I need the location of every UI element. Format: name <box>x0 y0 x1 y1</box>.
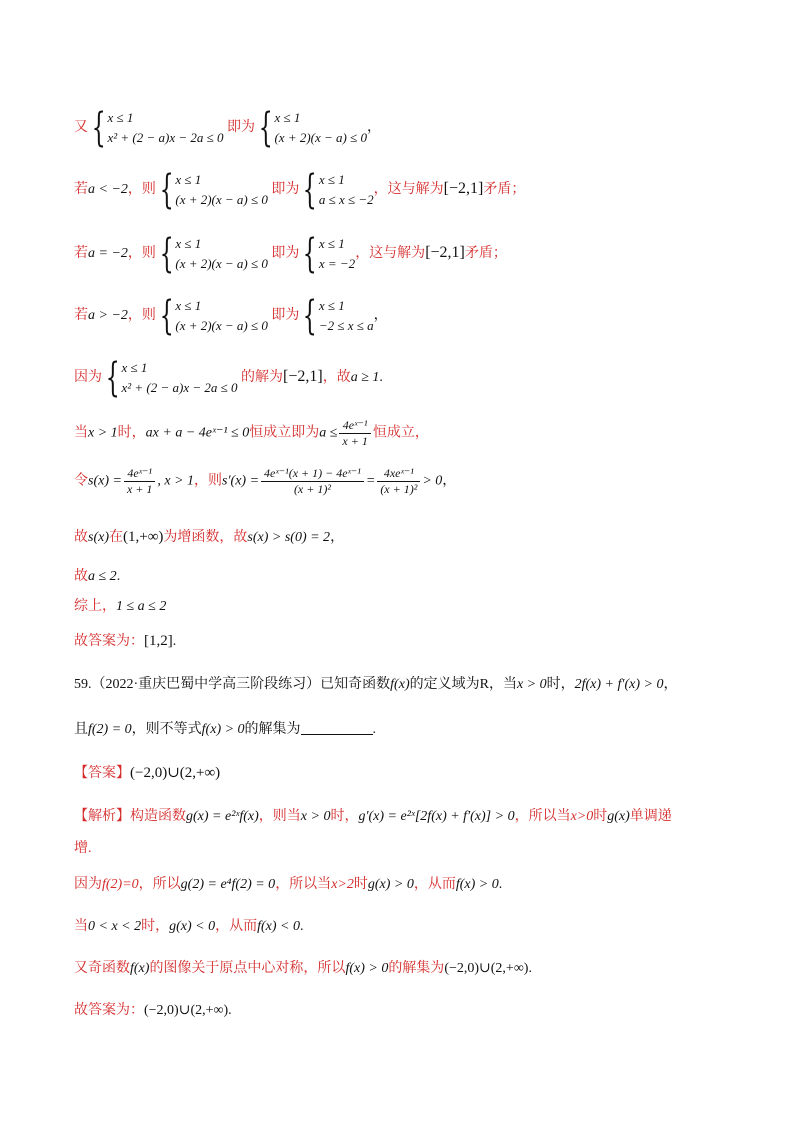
text: 增. <box>74 841 92 856</box>
numerator: 4eˣ⁻¹(x + 1) − 4eˣ⁻¹ <box>261 466 364 482</box>
text: ， <box>442 473 457 489</box>
system-row: x ≤ 1 <box>274 110 301 125</box>
math: f(x) <box>390 677 410 692</box>
text: 因为 <box>74 370 102 386</box>
math: [−2,1] <box>443 180 484 198</box>
text: 故 <box>74 530 88 545</box>
text: ，所以当 <box>514 809 571 824</box>
text: 因为 <box>74 877 102 892</box>
fraction <box>261 466 364 497</box>
brace: { <box>258 105 273 151</box>
math: R <box>479 677 489 692</box>
math: a > −2 <box>88 308 128 324</box>
problem-59-line-1 <box>74 676 677 694</box>
text: . <box>228 1003 232 1018</box>
text: ，则当 <box>258 809 301 824</box>
system-row: (x + 2)(x − a) ≤ 0 <box>175 256 268 271</box>
text: 恒成立即为 <box>249 425 320 441</box>
math: 1 ≤ a ≤ 2 <box>116 599 167 614</box>
math: a ≤ 2 <box>88 569 117 584</box>
text: 即为 <box>271 308 300 324</box>
system-row: x ≤ 1 <box>318 298 345 313</box>
analysis-label: 【解析】 <box>74 809 130 824</box>
problem-text: ，则不等式 <box>131 722 202 737</box>
text: 构造函数 <box>130 809 186 824</box>
math: x>0 <box>570 809 594 824</box>
math: x>2 <box>331 877 354 892</box>
text: 即为 <box>271 182 300 198</box>
solution-line-4 <box>74 293 388 339</box>
math: f(x) > 0 <box>455 877 499 892</box>
analysis-line-2 <box>74 876 502 894</box>
text: 综上， <box>74 599 116 614</box>
brace: { <box>303 231 318 277</box>
system-row: x ≤ 1 <box>175 236 202 251</box>
answer-label: 【答案】 <box>74 766 130 781</box>
math: f(x) < 0 <box>257 919 300 934</box>
brace: { <box>159 167 174 213</box>
system-row: (x + 2)(x − a) ≤ 0 <box>175 318 268 333</box>
text: 若 <box>74 246 88 262</box>
denominator: (x + 1)² <box>380 482 418 496</box>
text: ， <box>330 530 345 545</box>
text: . <box>116 569 121 584</box>
text: 故答案为： <box>74 1003 144 1018</box>
fraction <box>124 466 155 497</box>
analysis-line-1b <box>74 840 92 858</box>
inequality-system <box>319 296 374 336</box>
text: ，则 <box>194 473 223 489</box>
problem-text: ，当 <box>488 677 517 692</box>
problem-text: 的定义域为 <box>409 677 480 692</box>
text: . <box>172 634 177 649</box>
text: 的解集为 <box>388 961 445 976</box>
text: 又 <box>74 120 88 136</box>
system-row: (x + 2)(x − a) ≤ 0 <box>175 192 268 207</box>
analysis-line-1 <box>74 808 672 826</box>
math: [1,2] <box>144 633 173 649</box>
analysis-line-4 <box>74 960 532 978</box>
text: ， <box>367 120 382 136</box>
math: , x > 1 <box>157 473 195 489</box>
denominator: (x + 1)² <box>293 482 331 496</box>
solution-line-8 <box>74 528 344 547</box>
text: ，从而 <box>215 919 258 934</box>
math: ax + a − 4eˣ⁻¹ ≤ 0 <box>145 425 250 441</box>
text: 时， <box>117 425 146 441</box>
math: s(x) = <box>88 473 122 489</box>
math: (1,+∞) <box>123 529 164 545</box>
brace: { <box>303 167 318 213</box>
text: 当 <box>74 919 88 934</box>
brace: { <box>303 293 318 339</box>
text: 在 <box>109 530 123 545</box>
text: 故 <box>74 569 88 584</box>
math: f(2)=0 <box>102 877 139 892</box>
fraction <box>377 466 420 497</box>
system-row: −2 ≤ x ≤ a <box>318 318 374 333</box>
fraction <box>339 418 370 449</box>
numerator: 4xeˣ⁻¹ <box>377 466 420 482</box>
answer-blank <box>301 720 373 735</box>
solution-line-3 <box>74 231 507 277</box>
math: > 0 <box>422 473 443 489</box>
math: x > 0 <box>300 809 331 824</box>
inequality-system <box>175 296 268 336</box>
text: . <box>528 961 532 976</box>
text: ，所以当 <box>275 877 332 892</box>
math: (−2,0)∪(2,+∞) <box>444 961 529 976</box>
text: 的解为 <box>241 370 284 386</box>
text: . <box>299 919 304 934</box>
math: [−2,1] <box>283 368 323 386</box>
text: ，所以 <box>138 877 181 892</box>
math: g(x) = e²ˣf(x) <box>186 809 259 824</box>
text: . <box>379 370 383 386</box>
problem-text: 且 <box>74 722 88 737</box>
system-row: x ≤ 1 <box>318 172 345 187</box>
math: s′(x) = <box>222 473 260 489</box>
solution-line-10 <box>74 598 166 616</box>
system-row: x ≤ 1 <box>107 110 134 125</box>
text: . <box>498 877 503 892</box>
problem-text: 时， <box>546 677 575 692</box>
text: 时 <box>353 877 368 892</box>
solution-line-5 <box>74 355 383 401</box>
system-row: (x + 2)(x − a) ≤ 0 <box>274 130 368 145</box>
problem-text: ， <box>663 677 678 692</box>
solution-line-6 <box>74 418 429 449</box>
text: ，故 <box>322 370 351 386</box>
math: a ≤ <box>319 425 338 441</box>
text: 时， <box>141 919 170 934</box>
text: 的图像关于原点中心对称，所以 <box>149 961 346 976</box>
text: 单调递 <box>629 809 672 824</box>
text: ，这与解为 <box>355 246 426 262</box>
brace: { <box>159 293 174 339</box>
math: f(x) > 0 <box>345 961 389 976</box>
problem-59-line-2 <box>74 720 376 739</box>
text: 矛盾； <box>464 246 507 262</box>
text: ， <box>373 308 388 324</box>
denominator: x + 1 <box>342 434 368 448</box>
problem-text: . <box>372 722 377 737</box>
math: [−2,1] <box>425 244 465 262</box>
text: ，则 <box>127 308 156 324</box>
math: (−2,0)∪(2,+∞) <box>144 1003 229 1018</box>
text: 矛盾； <box>483 182 526 198</box>
math: x > 0 <box>516 677 547 692</box>
solution-line-7 <box>74 466 456 497</box>
system-row: x² + (2 − a)x − 2a ≤ 0 <box>107 130 224 145</box>
math: f(2) = 0 <box>88 722 132 737</box>
inequality-system <box>175 170 268 210</box>
math: x > 1 <box>88 425 118 441</box>
answer-line <box>74 764 220 783</box>
problem-text: 的解集为 <box>244 722 301 737</box>
problem-text: 59.（2022·重庆巴蜀中学高三阶段练习）已知奇函数 <box>74 677 391 692</box>
math: f(x) <box>130 961 150 976</box>
brace: { <box>159 231 174 277</box>
math: s(x) > s(0) = 2 <box>247 530 331 545</box>
math: s(x) <box>88 530 109 545</box>
math: a < −2 <box>88 182 128 198</box>
text: 又奇函数 <box>74 961 130 976</box>
inequality-system <box>121 358 237 398</box>
math: g′(x) = e²ˣ[2f(x) + f′(x)] > 0 <box>358 809 515 824</box>
solution-line-9 <box>74 568 120 586</box>
text: 时， <box>330 809 359 824</box>
math: g(x) < 0 <box>169 919 216 934</box>
math: a ≥ 1 <box>350 370 380 386</box>
solution-line-1 <box>74 105 382 151</box>
analysis-line-3 <box>74 918 303 936</box>
text: ，则 <box>127 246 156 262</box>
math: 0 < x < 2 <box>88 919 142 934</box>
system-row: x ≤ 1 <box>175 172 202 187</box>
text: 时 <box>593 809 608 824</box>
inequality-system <box>319 234 355 274</box>
inequality-system <box>274 108 367 148</box>
solution-line-11 <box>74 632 176 651</box>
numerator: 4eˣ⁻¹ <box>339 418 370 434</box>
text: 恒成立， <box>372 425 429 441</box>
numerator: 4eˣ⁻¹ <box>124 466 155 482</box>
math: g(x) <box>607 809 630 824</box>
system-row: a ≤ x ≤ −2 <box>318 192 374 207</box>
denominator: x + 1 <box>126 482 153 496</box>
inequality-system <box>107 108 223 148</box>
text: ，从而 <box>413 877 456 892</box>
inequality-system <box>175 234 268 274</box>
system-row: x = −2 <box>318 256 356 271</box>
math: g(2) = e⁴f(2) = 0 <box>180 877 276 892</box>
text: 为增函数，故 <box>163 530 248 545</box>
math: g(x) > 0 <box>367 877 414 892</box>
text: ，这与解为 <box>373 182 444 198</box>
text: ，则 <box>127 182 156 198</box>
text: 令 <box>74 473 88 489</box>
math: f(x) > 0 <box>201 722 245 737</box>
solution-line-2 <box>74 167 526 213</box>
inequality-system <box>319 170 374 210</box>
brace: { <box>105 355 120 401</box>
math: a = −2 <box>88 246 128 262</box>
math: 2f(x) + f′(x) > 0 <box>574 677 664 692</box>
text: 即为 <box>227 120 256 136</box>
text: 当 <box>74 425 88 441</box>
system-row: x² + (2 − a)x − 2a ≤ 0 <box>121 380 238 395</box>
analysis-line-5 <box>74 1002 232 1020</box>
text: 即为 <box>271 246 300 262</box>
math: = <box>365 473 376 489</box>
system-row: x ≤ 1 <box>175 298 202 313</box>
system-row: x ≤ 1 <box>318 236 345 251</box>
text: 若 <box>74 308 88 324</box>
answer-value: (−2,0)∪(2,+∞) <box>130 765 221 781</box>
text: 若 <box>74 182 88 198</box>
text: 故答案为： <box>74 634 144 649</box>
system-row: x ≤ 1 <box>121 360 148 375</box>
brace: { <box>91 105 106 151</box>
